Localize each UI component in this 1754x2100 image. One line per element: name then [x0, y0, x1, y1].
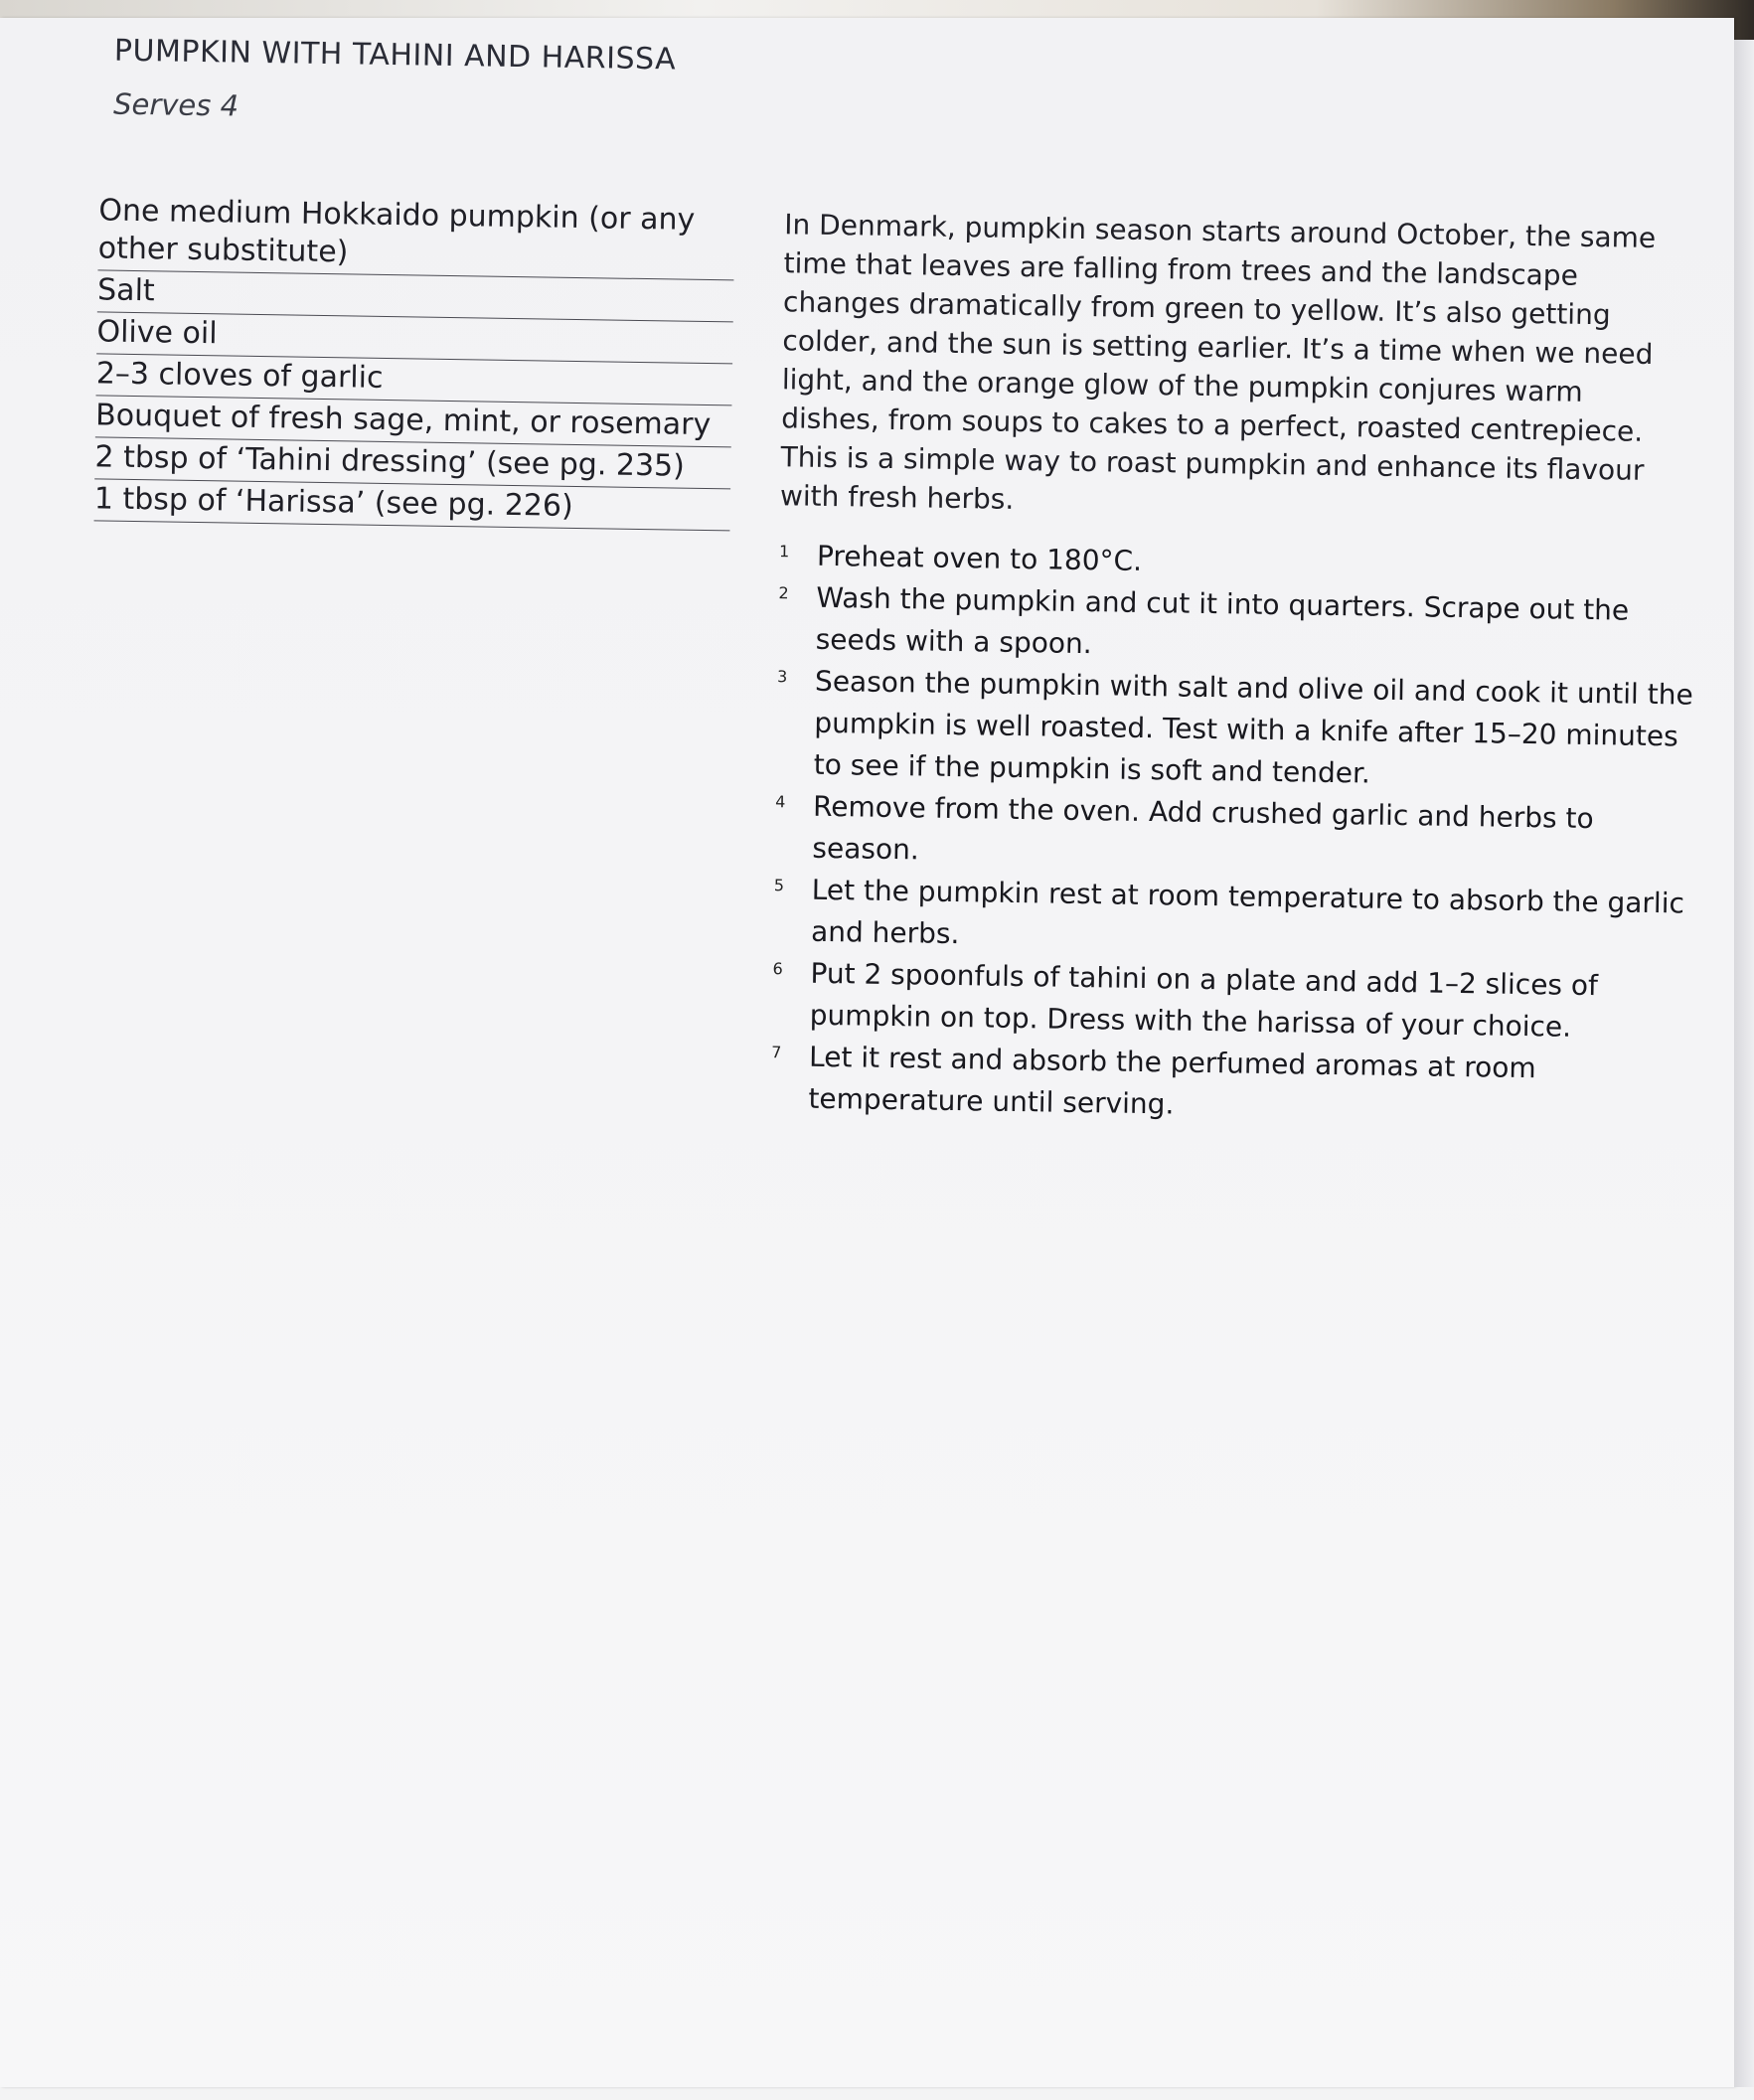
step-number: 4: [775, 792, 786, 812]
recipe-intro: In Denmark, pumpkin season starts around October, the same time that leaves are falling from trees and the landscape changes dramatically from green to yellow. It’s also getting colder, and the sun is setting earlier. It’s a time when we need light, and the orange glow of the pumpkin conjures warm dishes, from soups to cakes to a perfect, roasted centrepiece. This is a simple way to roast pumpkin and enhance its flavour with fresh herbs.: [779, 208, 1657, 516]
step-number: 7: [771, 1043, 782, 1062]
step-item: [774, 785, 1699, 884]
step-item: [773, 869, 1698, 967]
step-item: [771, 952, 1696, 1050]
step-text: Let it rest and absorb the perfumed aromas at room temperature until serving.: [808, 1040, 1536, 1121]
ingredient-item: 2 tbsp of ‘Tahini dressing’ (see pg. 235): [94, 437, 731, 489]
ingredient-item: 2–3 cloves of garlic: [95, 354, 732, 405]
step-item: [770, 1036, 1695, 1134]
ingredient-item: 1 tbsp of ‘Harissa’ (see pg. 226): [94, 479, 731, 531]
recipe-title: PUMPKIN WITH TAHINI AND HARISSA: [113, 33, 677, 78]
step-text: Put 2 spoonfuls of tahini on a plate and add 1–2 slices of pumpkin on top. Dress with the harissa of your choice.: [809, 956, 1599, 1044]
step-item: [777, 576, 1702, 675]
ingredient-item: Salt: [97, 270, 734, 322]
step-text: Season the pumpkin with salt and olive oil and cook it until the pumpkin is well roasted. Test with a knife after 15–20 minutes to see if the pumpkin is soft and tender.: [813, 664, 1693, 790]
ingredients-list: [94, 191, 735, 531]
step-number: 3: [776, 667, 788, 687]
serves-count: Serves 4: [112, 86, 239, 123]
step-item: [775, 660, 1701, 800]
step-number: 5: [773, 876, 785, 895]
ingredient-item: One medium Hokkaido pumpkin (or any other substitute): [97, 191, 734, 280]
method-steps: [770, 535, 1703, 1134]
step-text: Remove from the oven. Add crushed garlic and herbs to season.: [812, 789, 1594, 867]
ingredient-item: Bouquet of fresh sage, mint, or rosemary: [95, 396, 732, 447]
step-number: 6: [772, 959, 783, 979]
step-text: Let the pumpkin rest at room temperature to absorb the garlic and herbs.: [810, 873, 1685, 951]
step-text: Preheat oven to 180°C.: [816, 539, 1143, 577]
ingredient-item: Olive oil: [96, 312, 733, 364]
step-number: 1: [778, 542, 790, 562]
step-number: 2: [778, 583, 789, 603]
step-text: Wash the pumpkin and cut it into quarters. Scrape out the seeds with a spoon.: [815, 580, 1630, 661]
